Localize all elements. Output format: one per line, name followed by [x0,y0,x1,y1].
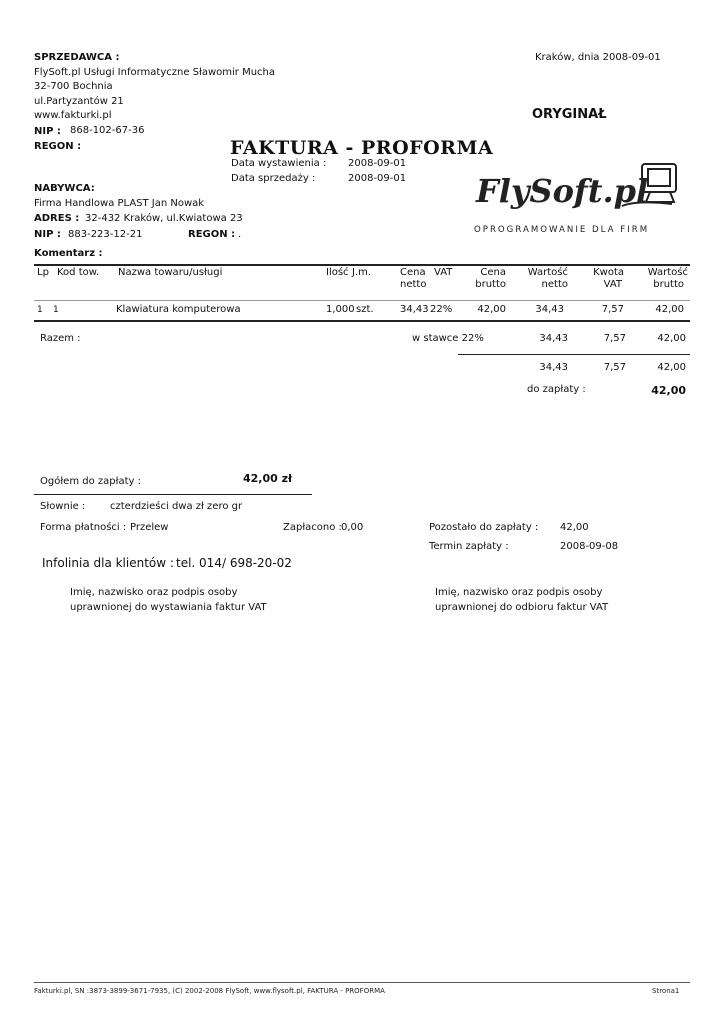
hotline-label: Infolinia dla klientów : [42,556,174,570]
original-label: ORYGINAŁ [532,107,607,122]
to-pay-amount: 42,00 [651,384,686,397]
place-date: Kraków, dnia 2008-09-01 [535,52,661,63]
col-value-net-1: Wartość [527,267,568,278]
buyer-nip: 883-223-12-21 [68,229,143,240]
total-net: 34,43 [539,362,568,373]
summary-gross: 42,00 [657,333,686,344]
company-logo [472,158,687,238]
seller-label: SPRZEDAWCA : [34,52,120,63]
footer-page: Strona1 [652,987,680,995]
grand-total-amount: 42,00 zł [243,472,293,485]
buyer-label: NABYWCA: [34,183,95,194]
col-name: Nazwa towaru/usługi [118,267,223,278]
paid-amount: 0,00 [341,522,364,533]
document-title: FAKTURA - PROFORMA [230,137,494,159]
buyer-name: Firma Handlowa PLAST Jan Nowak [34,198,205,209]
buyer-address-label: ADRES : [34,213,80,224]
summary-rate-label: w stawce 22% [412,333,484,344]
seller-regon-label: REGON : [34,141,82,152]
row-value-gross: 42,00 [655,304,684,315]
col-vat-amount-2: VAT [603,279,622,290]
due-date-label: Termin zapłaty : [429,541,509,552]
signature-issuer-line2: uprawnionej do wystawiania faktur VAT [70,602,267,613]
amount-in-words: czterdzieści dwa zł zero gr [110,501,243,512]
grand-total-underline [34,494,312,495]
due-date: 2008-09-08 [560,541,619,552]
row-lp: 1 [37,305,43,315]
footer-text: Fakturki.pl, SN :3873-3899-3671-7935, (C) 2002-2008 FlySoft, www.flysoft.pl, FAKTURA - PROFORMA [34,987,385,995]
col-vat: VAT [434,267,453,278]
seller-city: 32-700 Bochnia [34,81,113,92]
total-vat: 7,57 [603,362,626,373]
seller-nip: 868-102-67-36 [70,125,145,136]
footer-divider [34,982,690,983]
col-price-net-2: netto [400,279,427,290]
buyer-regon: . [238,229,242,240]
paid-label: Zapłacono : [283,522,342,533]
seller-website: www.fakturki.pl [34,110,112,121]
col-lp: Lp [37,267,49,278]
row-code: 1 [53,305,59,315]
seller-street: ul.Partyzantów 21 [34,96,124,107]
table-bottom-border [34,320,690,322]
buyer-nip-label: NIP : [34,229,61,240]
row-price-net: 34,43 [400,304,429,315]
seller-name: FlySoft.pl Usługi Informatyczne Sławomir Mucha [34,67,276,78]
grand-total-label: Ogółem do zapłaty : [40,476,141,487]
summary-net: 34,43 [539,333,568,344]
col-price-net-1: Cena [400,267,426,278]
table-header-divider [34,300,690,301]
buyer-regon-label: REGON : [188,229,236,240]
payment-method: Przelew [130,522,169,533]
col-value-gross-2: brutto [653,279,684,290]
words-label: Słownie : [40,501,86,512]
col-code: Kod tow. [57,267,100,278]
col-vat-amount-1: Kwota [593,267,624,278]
comment-label: Komentarz : [34,248,103,259]
seller-nip-label: NIP : [34,126,61,137]
row-vat: 22% [430,304,453,315]
issue-date: 2008-09-01 [348,158,407,169]
row-qty: 1,000 [326,304,355,315]
col-price-gross-1: Cena [480,267,506,278]
total-gross: 42,00 [657,362,686,373]
col-value-gross-1: Wartość [647,267,688,278]
col-price-gross-2: brutto [475,279,506,290]
signature-receiver-line1: Imię, nazwisko oraz podpis osoby [435,587,603,598]
row-vat-amount: 7,57 [601,304,624,315]
table-top-border [34,264,690,266]
summary-label: Razem : [40,333,81,344]
col-value-net-2: netto [541,279,568,290]
issue-date-label: Data wystawienia : [231,158,327,169]
payment-method-label: Forma płatności : [40,522,127,533]
row-unit: szt. [356,304,374,315]
to-pay-label: do zapłaty : [527,384,586,395]
summary-divider [458,354,690,355]
row-value-net: 34,43 [535,304,564,315]
sale-date-label: Data sprzedaży : [231,173,316,184]
logo-tagline: OPROGRAMOWANIE DLA FIRM [474,225,650,235]
summary-vat: 7,57 [603,333,626,344]
col-unit: J.m. [352,267,372,278]
signature-receiver-line2: uprawnionej do odbioru faktur VAT [435,602,609,613]
row-price-gross: 42,00 [477,304,506,315]
logo-text: FlySoft.pl [476,172,649,210]
logo-graphic [472,158,687,238]
col-qty: Ilość [326,267,349,278]
signature-issuer-line1: Imię, nazwisko oraz podpis osoby [70,587,238,598]
buyer-address: 32-432 Kraków, ul.Kwiatowa 23 [85,213,243,224]
sale-date: 2008-09-01 [348,173,407,184]
row-name: Klawiatura komputerowa [116,304,241,315]
remaining-amount: 42,00 [560,522,589,533]
hotline-phone: tel. 014/ 698-20-02 [176,556,292,570]
remaining-label: Pozostało do zapłaty : [429,522,539,533]
